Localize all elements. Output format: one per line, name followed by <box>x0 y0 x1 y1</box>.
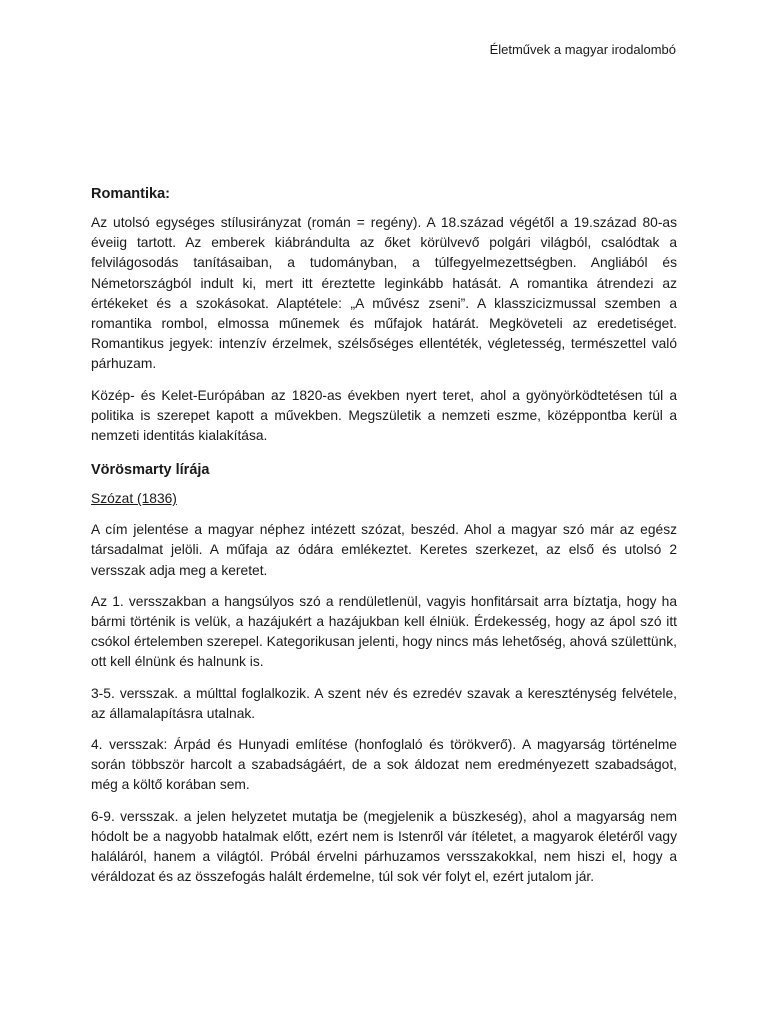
paragraph: Közép- és Kelet-Európában az 1820-as években nyert teret, ahol a gyönyörködtetésen túl a politika is szerepet kapott a művekben. Megszületik a nemzeti eszme, középpontba kerül a nemzeti identitás kialakítása. <box>91 387 677 444</box>
section-heading-vorosmarty: Vörösmarty lírája <box>91 462 210 479</box>
paragraph: Az utolsó egységes stílusirányzat (román = regény). A 18.század végétől a 19.század 80-as éveiig tartott. Az emberek kiábrándulta az őket körülvevő polgári világból, csalódtak a felvilágosodás tanításaiban, a tudományban, a túlfegyelmezettségben. Angliából és Németországból indult ki, mert itt éreztette leginkább hatását. A romantika átrendezi az értékeket és a szokásokat. Alaptétele: „A művész zseni”. A klasszicizmussal szemben a romantika rombol, elmossa műnemek és műfajok határát. Megköveteli az eredetiséget. Romantikus jegyek: intenzív érzelmek, szélsőséges ellentéték, végletesség, természettel való párhuzam. <box>91 215 677 372</box>
section-heading-romantika: Romantika: <box>91 186 170 202</box>
document-body <box>91 184 677 898</box>
paragraph: 6-9. versszak. a jelen helyzetet mutatja be (megjelenik a büszkeség), ahol a magyarság nem hódolt be a nagyobb hatalmak előtt, ezért nem is Istenről vár ítéletet, a magyarok életéről vagy haláláról, hanem a világtól. Próbál érvelni párhuzamos versszakokkal, nem hiszi el, hogy a véráldozat és az összefogás halált érdemelne, túl sok vér folyt el, ezért jutalom jár. <box>91 808 677 885</box>
subheading-szozat: Szózat (1836) <box>91 491 177 507</box>
running-header: Életművek a magyar irodalombó <box>489 42 676 57</box>
paragraph: Az 1. versszakban a hangsúlyos szó a rendületlenül, vagyis honfitársait arra bíztatja, hogy ha bármi történik is velük, a hazájukért a hazájukban kell élniük. Érdekesség, hogy az ápol szó itt csókol értelemben szerepel. Kategorikusan jelenti, hogy nincs más lehetőség, ahová születtünk, ott kell élnünk és halnunk is. <box>91 593 677 670</box>
paragraph: A cím jelentése a magyar néphez intézett szózat, beszéd. Ahol a magyar szó már az egész társadalmat jelöli. A műfaja az ódára emlékeztet. Keretes szerkezet, az első és utolsó 2 versszak adja meg a keretet. <box>91 522 677 578</box>
paragraph: 3-5. versszak. a múlttal foglalkozik. A szent név és ezredév szavak a kereszténység felvétele, az államalapításra utalnak. <box>91 685 677 721</box>
paragraph: 4. versszak: Árpád és Hunyadi említése (honfoglaló és törökverő). A magyarság történelme során többször harcolt a szabadságáért, de a sok áldozat nem eredményezett szabadságot, még a költő korában sem. <box>91 737 677 793</box>
